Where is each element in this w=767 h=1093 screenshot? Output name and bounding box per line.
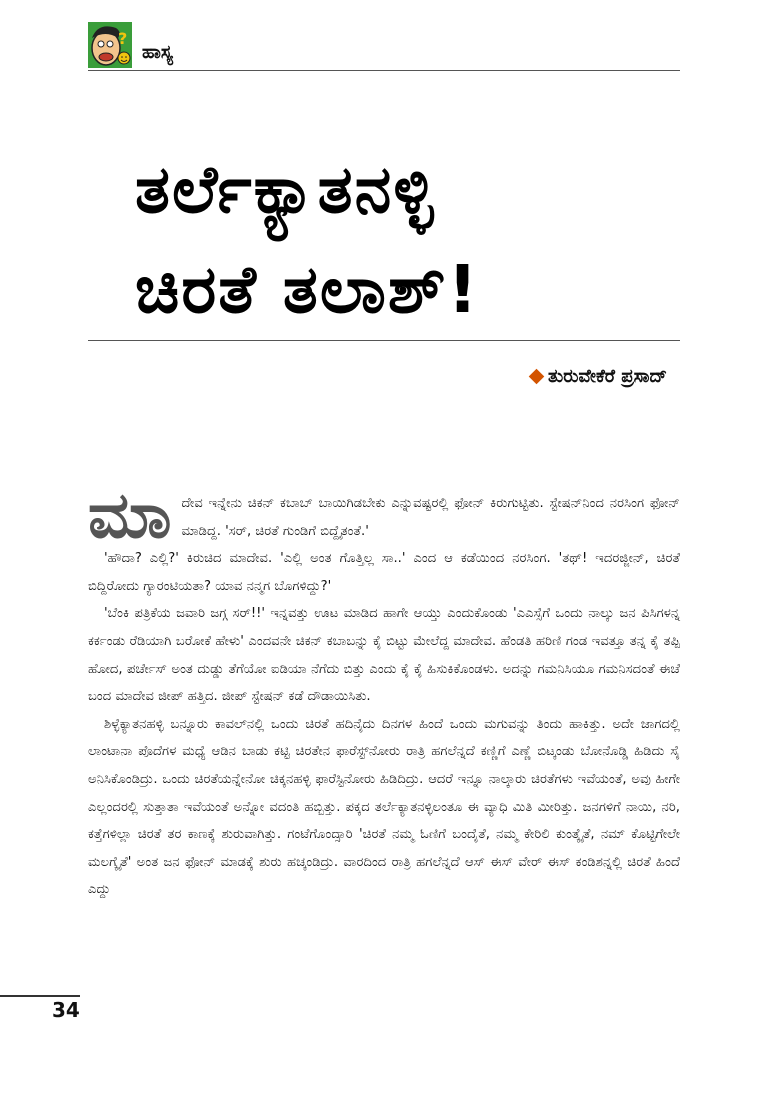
paragraph: 'ಬೆಂಕಿ ಪತ್ರಿಕೆಯ ಜವಾರಿ ಜಗ್ಗ ಸರ್!!' ಇನ್ನವತ್ತು ಊಟ ಮಾಡಿದ ಹಾಗೇ ಆಯ್ತು ಎಂದುಕೊಂಡು 'ಎಎಸ್ಸೆಗೆ ಒಂದು ನಾಲ್ಕು ಜನ ಪಿಸಿಗಳನ್ನ ಕರ್ಕಂಡು ರೆಡಿಯಾಗಿ ಬರೋಕೆ ಹೇಳು' ಎಂದವನೇ ಚಿಕನ್ ಕಬಾಬನ್ನು ಕೈ ಬಿಟ್ಟು ಮೇಲೆದ್ದ ಮಾದೇವ. ಹೆಂಡತಿ ಹರಿಣಿ ಗಂಡ ಇವತ್ತೂ ತನ್ನ ಕೈ ತಪ್ಪಿ ಹೋದ, ಪರ್ಚೇಸ್ ಅಂತ ದುಡ್ಡು ತೆಗೆಯೋ ಐಡಿಯಾ ನೆಗೆದು ಬಿತ್ತು ಎಂದು ಕೈ ಕೈ ಹಿಸುಕಿಕೊಂಡಳು. ಅದನ್ನು ಗಮನಿಸಿಯೂ ಗಮನಿಸದಂತೆ ಈಚೆ ಬಂದ ಮಾದೇವ ಜೀಪ್ ಹತ್ತಿದ. ಜೀಪ್ ಸ್ಟೇಷನ್ ಕಡೆ ದೌಡಾಯಿಸಿತು. — [88, 606, 680, 705]
top-divider — [88, 70, 680, 71]
title-line-2: ಚಿರತೆ ತಲಾಶ್! — [135, 251, 480, 328]
page-number: 34 — [52, 998, 80, 1022]
drop-cap: ಮಾ — [88, 478, 172, 553]
cartoon-face-icon — [88, 22, 132, 68]
author-name: ತುರುವೇಕೆರೆ ಪ್ರಸಾದ್ — [548, 366, 667, 387]
svg-text:?: ? — [118, 29, 128, 48]
article-body — [88, 478, 680, 904]
paragraph: 'ಹೌದಾ? ಎಲ್ಲಿ?' ಕಿರುಚಿದ ಮಾದೇವ. 'ಎಲ್ಲಿ ಅಂತ ಗೊತ್ತಿಲ್ಲ ಸಾ..' ಎಂದ ಆ ಕಡೆಯಿಂದ ನರಸಿಂಗ. 'ತಥ್! ಇದರಜ್ಜೀನ್, ಚಿರತೆ ಬಿದ್ದಿರೋದು ಗ್ಯಾರಂಟಿಯತಾ? ಯಾವ ನನ್ಮಗ ಬೊಗಳಿದ್ದು?' — [88, 551, 680, 594]
section-label: ಹಾಸ್ಯ — [142, 42, 173, 63]
byline — [531, 366, 667, 387]
article-title — [135, 140, 695, 340]
paragraph: ಶಿಳ್ಳೆಕ್ಯಾತನಹಳ್ಳಿ ಬನ್ನೂರು ಕಾವಲ್‌ನಲ್ಲಿ ಒಂದು ಚಿರತೆ ಹದಿನೈದು ದಿನಗಳ ಹಿಂದೆ ಒಂದು ಮಗುವನ್ನು ತಿಂದು ಹಾಕಿತ್ತು. ಅದೇ ಜಾಗದಲ್ಲಿ ಲಾಂಟಾನಾ ಪೊದೆಗಳ ಮಧ್ಯೆ ಆಡಿನ ಬಾಡು ಕಟ್ಟಿ ಚಿರತೇನ ಫಾರೆಸ್ಟ್‌ನೋರು ರಾತ್ರಿ ಹಗಲೆನ್ನದೆ ಕಣ್ಣಿಗೆ ಎಣ್ಣೆ ಬಿಟ್ಕಂಡು ಬೋನೊಡ್ಡಿ ಹಿಡಿದು ಸೈ ಅನಿಸಿಕೊಂಡಿದ್ರು. ಒಂದು ಚಿರತೆಯನ್ನೇನೋ ಚಿಕ್ಕನಹಳ್ಳಿ ಫಾರೆಸ್ಟಿನೋರು ಹಿಡಿದಿದ್ರು. ಆದರೆ ಇನ್ನೂ ನಾಲ್ಕಾರು ಚಿರತೆಗಳು ಇವೆಯಂತೆ, ಅವು ಹೀಗೇ ಎಲ್ಲಂದರಲ್ಲಿ ಸುತ್ತಾತಾ ಇವೆಯಂತೆ ಅನ್ನೋ ವದಂತಿ ಹಬ್ಬಿತ್ತು. ಪಕ್ಕದ ತರ್ಲೆಕ್ಯಾತನಳ್ಳಿಲಂತೂ ಈ ವ್ಯಾಧಿ ಮಿತಿ ಮೀರಿತ್ತು. ಜನಗಳಿಗೆ ನಾಯಿ, ನರಿ, ಕತ್ತೆಗಳಿಲ್ಲಾ ಚಿರತೆ ತರ ಕಾಣಕ್ಕೆ ಶುರುವಾಗಿತ್ತು. ಗಂಟೆಗೊಂದ್ಸಾರಿ 'ಚಿರತೆ ನಮ್ಮ ಓಣಿಗೆ ಬಂದೈತೆ, ನಮ್ಮ ಕೇರಿಲಿ ಕುಂತ್ಕೈತೆ, ನಮ್ ಕೊಟ್ಟಿಗೇಲೇ ಮಲಗ್ಕೈತೆ' ಅಂತ ಜನ ಫೋನ್ ಮಾಡಕ್ಕೆ ಶುರು ಹಚ್ಕಂಡಿದ್ರು. ವಾರದಿಂದ ರಾತ್ರಿ ಹಗಲೆನ್ನದೆ ಆಸ್ ಈಸ್ ವೇರ್ ಈಸ್ ಕಂಡಿಶನ್ನಲ್ಲಿ ಚಿರತೆ ಹಿಂದೆ ಎದ್ದು — [88, 716, 680, 898]
paragraph: ದೇವ ಇನ್ನೇನು ಚಿಕನ್ ಕಬಾಬ್ ಬಾಯಿಗಿಡಬೇಕು ಎನ್ನುವಷ್ಟರಲ್ಲಿ ಫೋನ್ ಕಿರುಗುಟ್ಟಿತು. ಸ್ಟೇಷನ್‌ನಿಂದ ನರಸಿಂಗ ಫೋನ್ ಮಾಡಿದ್ದ. 'ಸರ್, ಚಿರತೆ ಗುಂಡಿಗೆ ಬಿದ್ದೈತಂತೆ.' — [181, 496, 680, 539]
title-divider — [88, 340, 680, 341]
footer-divider — [0, 995, 80, 997]
diamond-bullet-icon — [529, 369, 545, 385]
title-line-1: ತರ್ಲೆಕ್ಯಾತನಳ್ಳಿ — [135, 151, 436, 228]
